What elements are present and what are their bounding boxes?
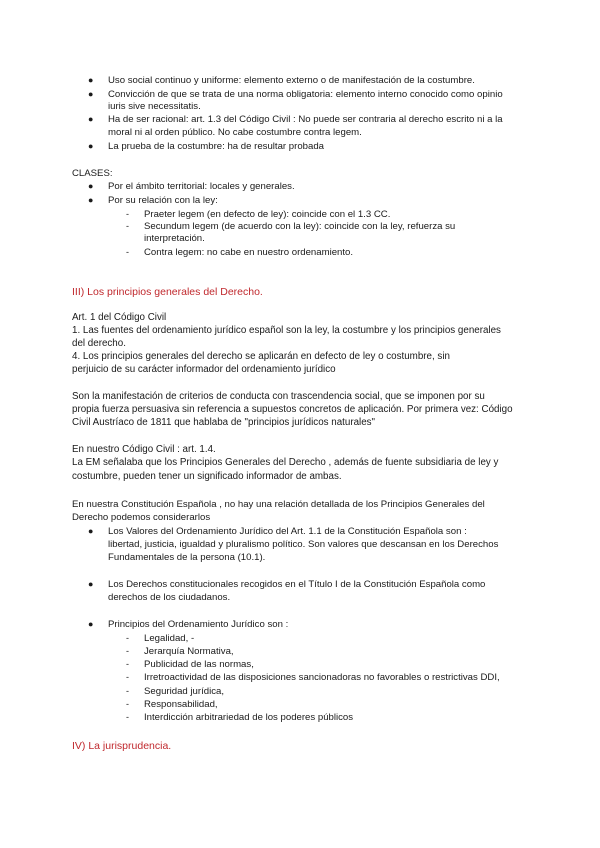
constitucion-line: En nuestra Constitución Española , no hay una relación detallada de los Principios Generales del (72, 499, 485, 510)
costumbre-item-2-cont: iuris sive necessitatis. (108, 101, 201, 112)
clases-title: CLASES: (72, 168, 113, 179)
art1-line: perjuicio de su carácter informador del ordenamiento jurídico (72, 364, 336, 375)
clases-sub-2: Secundum legem (de acuerdo con la ley): coincide con la ley, refuerza su (144, 221, 456, 232)
principio-item: Responsabilidad, (144, 699, 218, 710)
costumbre-item-2: Convicción de que se trata de una norma obligatoria: elemento interno conocido como opinio (108, 89, 503, 100)
bullet-icon: ● (88, 526, 94, 536)
clases-sub-1: Praeter legem (en defecto de ley): coincide con el 1.3 CC. (144, 209, 391, 220)
dash-icon: - (126, 672, 129, 682)
dash-icon: - (126, 712, 129, 722)
section-heading-3: III) Los principios generales del Derecho. (72, 286, 263, 298)
bullet-icon: ● (88, 89, 94, 99)
dash-icon: - (126, 633, 129, 643)
dash-icon: - (126, 699, 129, 709)
codigo-civil-line: La EM señalaba que los Principios Generales del Derecho , además de fuente subsidiaria de ley y (72, 457, 499, 468)
constitucion-item-2-cont: derechos de los ciudadanos. (108, 592, 231, 603)
costumbre-item-3-cont: moral ni al orden público. No cabe costumbre contra legem. (108, 127, 362, 138)
bullet-icon: ● (88, 181, 94, 191)
constitucion-item-1-cont: libertad, justicia, igualdad y pluralismo político. Son valores que descansan en los Derechos (108, 539, 499, 550)
principio-item: Interdicción arbitrariedad de los poderes públicos (144, 712, 354, 723)
costumbre-item-4: La prueba de la costumbre: ha de resultar probada (108, 141, 324, 152)
bullet-icon: ● (88, 75, 94, 85)
constitucion-line: Derecho podemos considerarlos (72, 512, 211, 523)
definition-line: Son la manifestación de criterios de conducta con trascendencia social, que se imponen por su (72, 391, 485, 402)
principio-item: Jerarquía Normativa, (144, 646, 234, 657)
dash-icon: - (126, 247, 129, 257)
bullet-icon: ● (88, 114, 94, 124)
dash-icon: - (126, 646, 129, 656)
principio-item: Irretroactividad de las disposiciones sancionadoras no favorables o restrictivas DDI, (144, 672, 500, 683)
codigo-civil-line: costumbre, pueden tener un significado informador de ambas. (72, 471, 342, 482)
bullet-icon: ● (88, 195, 94, 205)
codigo-civil-title: En nuestro Código Civil : art. 1.4. (72, 444, 216, 455)
bullet-icon: ● (88, 619, 94, 629)
art1-line: 1. Las fuentes del ordenamiento jurídico español son la ley, la costumbre y los principios generales (72, 325, 501, 336)
clases-item-1: Por el ámbito territorial: locales y generales. (108, 181, 295, 192)
clases-sub-2-cont: interpretación. (144, 233, 205, 244)
constitucion-item-1: Los Valores del Ordenamiento Jurídico del Art. 1.1 de la Constitución Española son : (108, 526, 467, 537)
dash-icon: - (126, 686, 129, 696)
definition-line: Civil Austríaco de 1811 que hablaba de "principios jurídicos naturales" (72, 417, 376, 428)
principio-item: Publicidad de las normas, (144, 659, 254, 670)
costumbre-item-1: Uso social continuo y uniforme: elemento externo o de manifestación de la costumbre. (108, 75, 475, 86)
art1-line: 4. Los principios generales del derecho se aplicarán en defecto de ley o costumbre, sin (72, 351, 450, 362)
clases-sub-3: Contra legem: no cabe en nuestro ordenamiento. (144, 247, 354, 258)
section-heading-4: IV) La jurisprudencia. (72, 740, 172, 752)
dash-icon: - (126, 209, 129, 219)
principio-item: Legalidad, - (144, 633, 195, 644)
dash-icon: - (126, 659, 129, 669)
constitucion-item-2: Los Derechos constitucionales recogidos en el Título I de la Constitución Española como (108, 579, 486, 590)
constitucion-item-3: Principios del Ordenamiento Jurídico son : (108, 619, 289, 630)
art1-title: Art. 1 del Código Civil (72, 312, 167, 323)
costumbre-item-3: Ha de ser racional: art. 1.3 del Código Civil : No puede ser contraria al derecho escrito ni a la (108, 114, 503, 125)
bullet-icon: ● (88, 141, 94, 151)
dash-icon: - (126, 221, 129, 231)
definition-line: propia fuerza persuasiva sin referencia a supuestos concretos de aplicación. Por primera vez: Código (72, 404, 513, 415)
constitucion-item-1-cont: Fundamentales de la persona (10.1). (108, 552, 266, 563)
art1-line: del derecho. (72, 338, 126, 349)
principio-item: Seguridad jurídica, (144, 686, 224, 697)
clases-item-2: Por su relación con la ley: (108, 195, 218, 206)
bullet-icon: ● (88, 579, 94, 589)
